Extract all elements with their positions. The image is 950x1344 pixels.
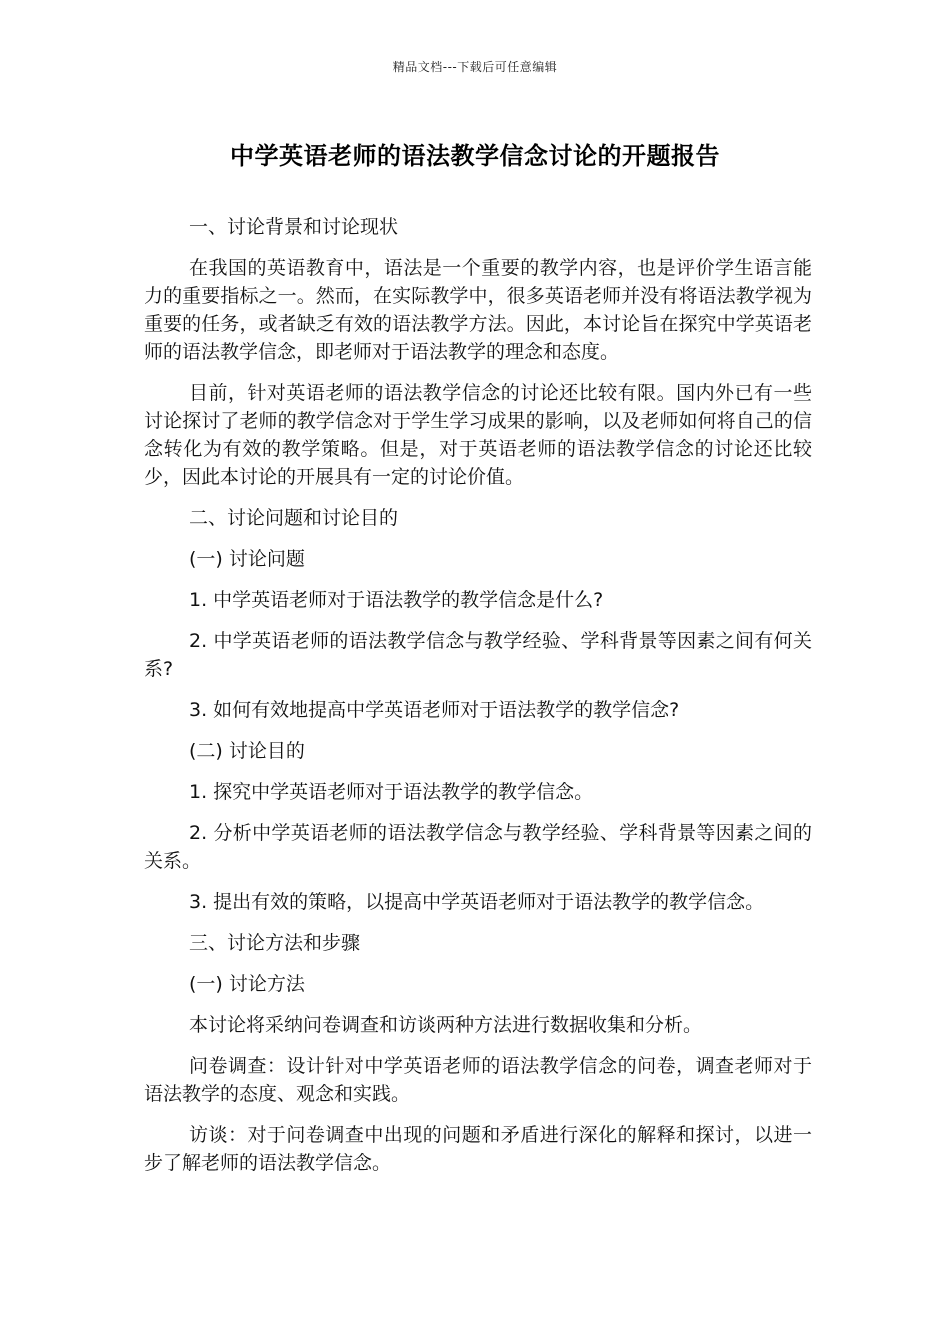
list-item: 1. 探究中学英语老师对于语法教学的教学信念。 xyxy=(189,781,594,803)
paragraph: 在我国的英语教育中，语法是一个重要的教学内容，也是评价学生语言能力的重要指标之一。然而，在实际教学中，很多英语老师并没有将语法教学视为重要的任务，或者缺乏有效的语法教学方法。因此，本讨论旨在探究中学英语老师的语法教学信念，即老师对于语法教学的理念和态度。 xyxy=(144,257,812,363)
document-body xyxy=(144,213,812,1177)
subsection-heading: (一) 讨论问题 xyxy=(189,548,305,570)
list-item: 2. 中学英语老师的语法教学信念与教学经验、学科背景等因素之间有何关系? xyxy=(144,630,812,680)
list-item: 3. 如何有效地提高中学英语老师对于语法教学的教学信念? xyxy=(189,699,680,721)
paragraph: 访谈：对于问卷调查中出现的问题和矛盾进行深化的解释和探讨，以进一步了解老师的语法教学信念。 xyxy=(144,1124,812,1174)
subsection-heading: (二) 讨论目的 xyxy=(189,740,305,762)
list-item: 1. 中学英语老师对于语法教学的教学信念是什么? xyxy=(189,589,604,611)
paragraph: 问卷调查：设计针对中学英语老师的语法教学信念的问卷，调查老师对于语法教学的态度、观念和实践。 xyxy=(144,1055,812,1105)
paragraph: 本讨论将采纳问卷调查和访谈两种方法进行数据收集和分析。 xyxy=(189,1014,703,1036)
subsection-heading: (一) 讨论方法 xyxy=(189,973,305,995)
section-heading-2: 二、讨论问题和讨论目的 xyxy=(189,507,399,529)
paragraph: 目前，针对英语老师的语法教学信念的讨论还比较有限。国内外已有一些讨论探讨了老师的教学信念对于学生学习成果的影响，以及老师如何将自己的信念转化为有效的教学策略。但是，对于英语老师的语法教学信念的讨论还比较少，因此本讨论的开展具有一定的讨论价值。 xyxy=(144,382,812,488)
header-note: 精品文档---下载后可任意编辑 xyxy=(392,60,558,74)
list-item: 3. 提出有效的策略，以提高中学英语老师对于语法教学的教学信念。 xyxy=(189,891,765,913)
document-title: 中学英语老师的语法教学信念讨论的开题报告 xyxy=(230,142,720,170)
section-heading-3: 三、讨论方法和步骤 xyxy=(189,932,361,954)
list-item: 2. 分析中学英语老师的语法教学信念与教学经验、学科背景等因素之间的关系。 xyxy=(144,822,812,872)
section-heading-1: 一、讨论背景和讨论现状 xyxy=(189,216,399,238)
